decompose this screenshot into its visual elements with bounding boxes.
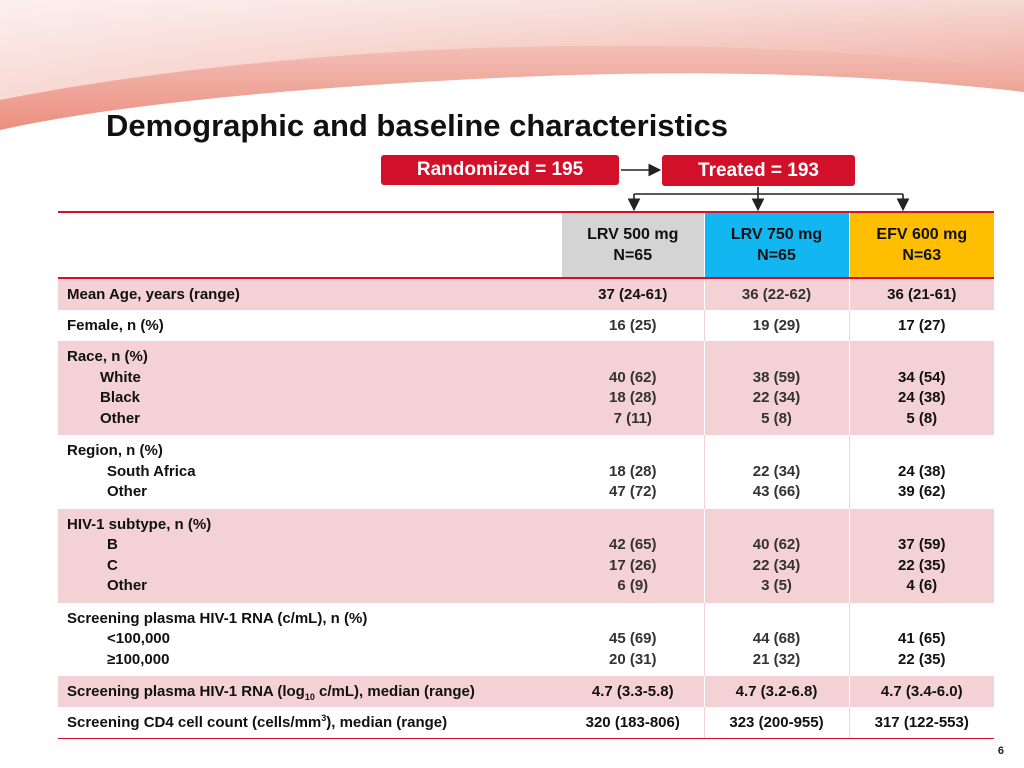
cell-group bbox=[704, 509, 849, 603]
cell: 16 (25) bbox=[562, 310, 704, 341]
cell-group bbox=[849, 341, 994, 435]
cell: 36 (22-62) bbox=[704, 278, 849, 310]
cell: 42 (65) bbox=[608, 536, 657, 553]
sub-label: <100,000 bbox=[107, 630, 170, 647]
cell: 41 (65) bbox=[897, 630, 946, 647]
row-label: Female, n (%) bbox=[58, 310, 562, 341]
cell-group bbox=[849, 435, 994, 509]
sub-label: Other bbox=[107, 483, 148, 500]
cell: 4.7 (3.3-5.8) bbox=[562, 676, 704, 707]
cell-group bbox=[704, 603, 849, 677]
sub-label: Other bbox=[100, 409, 141, 427]
sub-label: Black bbox=[100, 389, 141, 406]
cell: 317 (122-553) bbox=[849, 707, 994, 739]
row-label-superscript: 3 bbox=[321, 712, 327, 723]
col-name: EFV 600 mg bbox=[876, 226, 968, 243]
cell: 18 (28) bbox=[608, 462, 657, 480]
col-header-lrv500 bbox=[562, 212, 704, 278]
cell: 5 (8) bbox=[906, 409, 938, 427]
table-row-race bbox=[58, 341, 994, 435]
cell: 323 (200-955) bbox=[704, 707, 849, 739]
cell: 21 (32) bbox=[752, 650, 801, 668]
table-row-subtype bbox=[58, 509, 994, 603]
cell: 20 (31) bbox=[608, 650, 657, 668]
page-number: 6 bbox=[997, 745, 1004, 757]
sub-label: C bbox=[107, 556, 118, 574]
col-name: LRV 500 mg bbox=[587, 226, 679, 243]
table-row-region bbox=[58, 435, 994, 509]
row-label bbox=[58, 707, 562, 739]
col-n: N=65 bbox=[613, 247, 653, 264]
col-n: N=63 bbox=[902, 247, 942, 264]
row-label-group bbox=[58, 603, 562, 677]
cell: 40 (62) bbox=[608, 368, 657, 386]
cell: 24 (38) bbox=[897, 462, 946, 480]
cell-group bbox=[704, 341, 849, 435]
col-header-efv600 bbox=[849, 212, 994, 278]
treated-badge: Treated = 193 bbox=[662, 155, 855, 186]
cell-group bbox=[562, 509, 704, 603]
cell-group bbox=[849, 509, 994, 603]
cell: 22 (35) bbox=[897, 650, 946, 668]
cell: 6 (9) bbox=[617, 577, 649, 594]
baseline-table bbox=[58, 211, 994, 739]
cell-group bbox=[849, 603, 994, 677]
cell: 22 (34) bbox=[752, 389, 801, 406]
row-label-post: ), median (range) bbox=[326, 713, 448, 731]
cell: 43 (66) bbox=[752, 483, 801, 500]
row-label: Region, n (%) bbox=[67, 442, 163, 459]
cell-group bbox=[562, 341, 704, 435]
col-header-lrv750 bbox=[704, 212, 849, 278]
col-name: LRV 750 mg bbox=[730, 226, 823, 243]
row-label-group bbox=[58, 341, 562, 435]
cell: 40 (62) bbox=[752, 536, 801, 553]
cell-group bbox=[704, 435, 849, 509]
cell: 5 (8) bbox=[761, 409, 792, 427]
sub-label: White bbox=[100, 368, 141, 386]
row-label-pre: Screening CD4 cell count (cells/mm bbox=[67, 713, 322, 731]
cell: 19 (29) bbox=[704, 310, 849, 341]
cell-group bbox=[562, 435, 704, 509]
cell: 22 (35) bbox=[897, 556, 946, 574]
cell: 44 (68) bbox=[752, 630, 801, 647]
row-label bbox=[58, 676, 562, 707]
table-row-rna-category bbox=[58, 603, 994, 677]
cell: 17 (26) bbox=[608, 556, 657, 574]
table-row-female bbox=[58, 310, 994, 341]
header-empty-cell bbox=[58, 212, 562, 278]
row-label: HIV-1 subtype, n (%) bbox=[67, 515, 212, 533]
cell: 38 (59) bbox=[752, 368, 801, 386]
cell: 45 (69) bbox=[608, 630, 657, 647]
cell: 3 (5) bbox=[761, 577, 792, 594]
cell: 4.7 (3.4-6.0) bbox=[849, 676, 994, 707]
cell: 22 (34) bbox=[752, 462, 801, 480]
row-label-post: c/mL), median (range) bbox=[314, 682, 475, 700]
sub-label: Other bbox=[107, 577, 148, 594]
cell: 47 (72) bbox=[608, 483, 657, 500]
table-header-row bbox=[58, 212, 994, 278]
cell: 4 (6) bbox=[906, 577, 938, 594]
randomized-badge: Randomized = 195 bbox=[381, 155, 619, 185]
cell: 7 (11) bbox=[613, 409, 652, 427]
cell: 4.7 (3.2-6.8) bbox=[704, 676, 849, 707]
cell-group bbox=[562, 603, 704, 677]
sub-label: ≥100,000 bbox=[107, 650, 170, 668]
cell: 39 (62) bbox=[897, 483, 946, 500]
cell: 34 (54) bbox=[897, 368, 946, 386]
table-row-age bbox=[58, 278, 994, 310]
page-title: Demographic and baseline characteristics bbox=[106, 108, 728, 143]
cell: 18 (28) bbox=[608, 389, 657, 406]
sub-label: South Africa bbox=[107, 462, 196, 480]
cell: 37 (24-61) bbox=[562, 278, 704, 310]
row-label: Mean Age, years (range) bbox=[58, 278, 562, 310]
cell: 24 (38) bbox=[897, 389, 946, 406]
row-label: Race, n (%) bbox=[67, 348, 148, 365]
cell: 17 (27) bbox=[849, 310, 994, 341]
row-label-pre: Screening plasma HIV-1 RNA (log bbox=[67, 682, 305, 700]
table-row-rna-log bbox=[58, 676, 994, 707]
row-label-subscript: 10 bbox=[304, 691, 315, 702]
cell: 22 (34) bbox=[752, 556, 801, 574]
row-label-group bbox=[58, 509, 562, 603]
col-n: N=65 bbox=[757, 247, 796, 264]
cell: 37 (59) bbox=[897, 536, 946, 553]
cell: 320 (183-806) bbox=[562, 707, 704, 739]
cell: 36 (21-61) bbox=[849, 278, 994, 310]
row-label: Screening plasma HIV-1 RNA (c/mL), n (%) bbox=[67, 609, 368, 627]
table-row-cd4 bbox=[58, 707, 994, 739]
row-label-group bbox=[58, 435, 562, 509]
sub-label: B bbox=[107, 536, 118, 553]
